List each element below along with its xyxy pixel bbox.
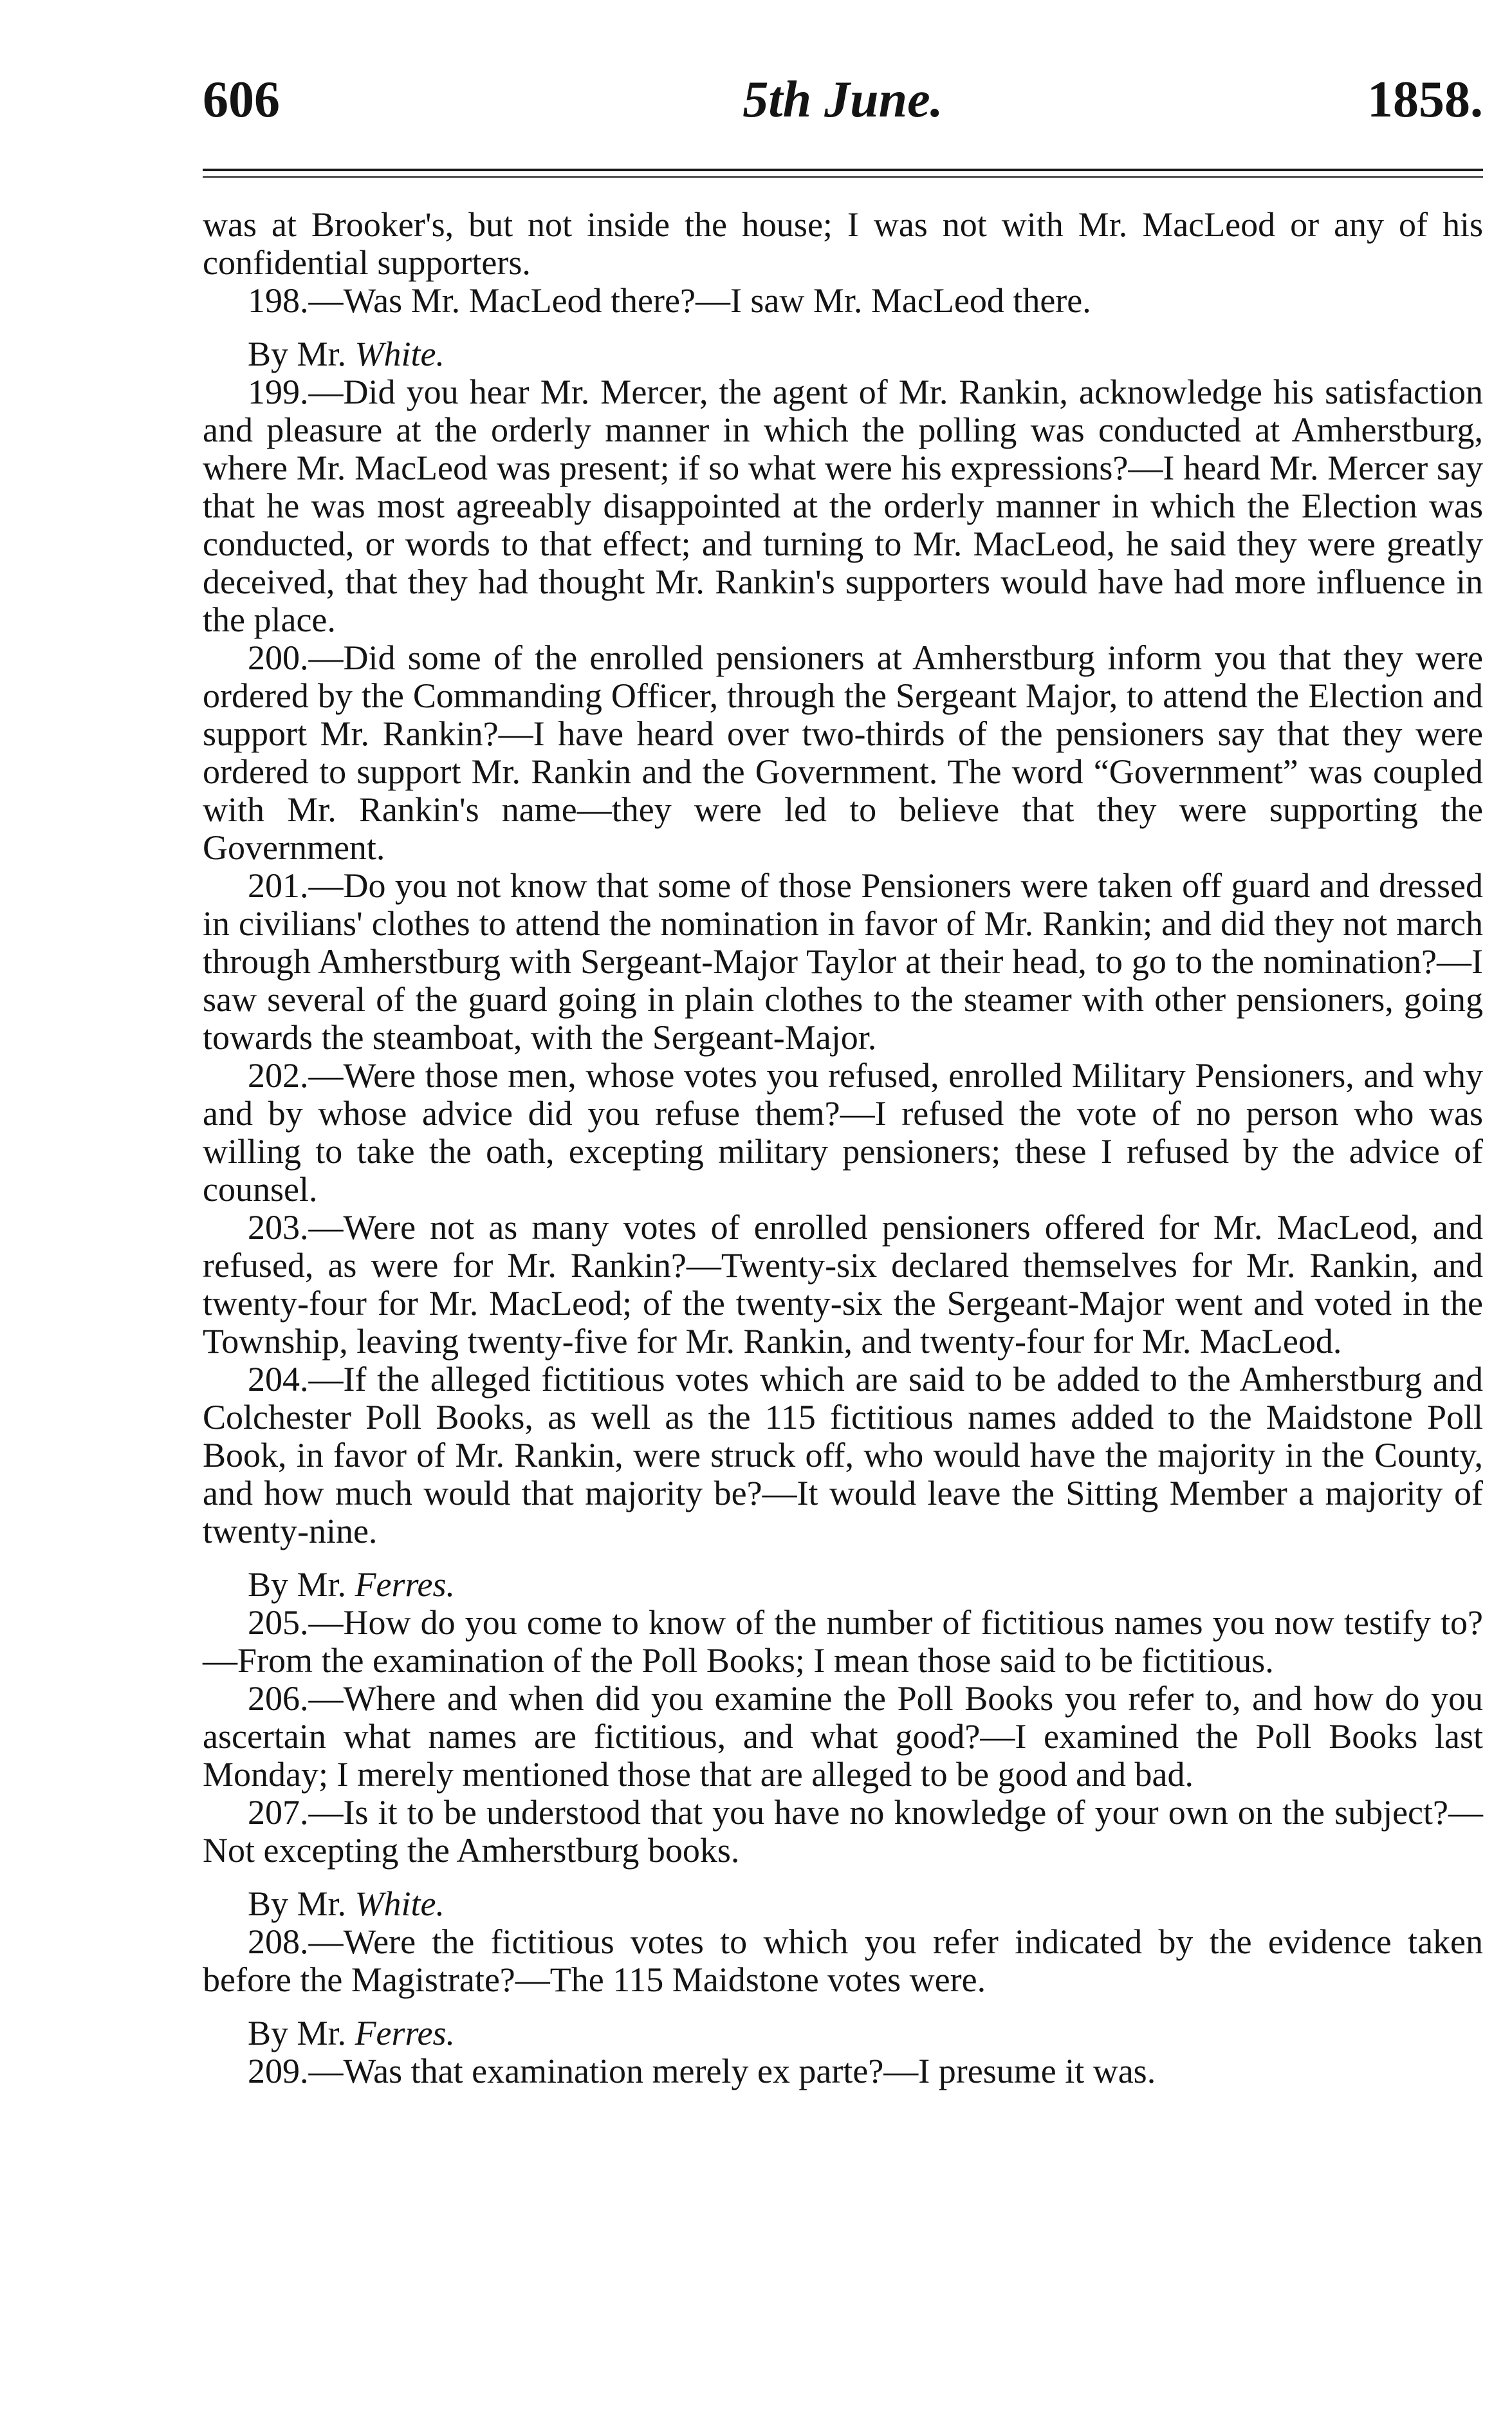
question-text: Is it to be understood that you have no knowledge of your own on the subject? [343,1793,1448,1832]
examiner-line [203,1885,1483,1923]
answer-text: I refused the vote of no person who was willing to take the oath, excepting military pensioners; these I refused by the advice of counsel. [203,1094,1483,1209]
question-200: 200.—Did some of the enrolled pensioners at Amherstburg inform you that they were ordered by the Commanding Officer, through the Sergeant Major, to attend the Election and support Mr. Rankin?—I have heard over two-thirds of the pensioners say that they were ordered to support Mr. Rankin and the Government. The word “Government” was coupled with Mr. Rankin's name—they were led to believe that they were supporting the Government. [203,638,1483,867]
answer-text: I have heard over two-thirds of the pensioners say that they were ordered to support Mr. Rankin and the Government. The word “Government” was coupled with Mr. Rankin's name—they were led to believe that they were supporting the Government. [203,714,1483,867]
header-rule-thin [203,176,1483,178]
examiner-name: Ferres. [355,2014,456,2052]
answer-text: From the examination of the Poll Books; I mean those said to be fictitious. [237,1641,1274,1680]
continuation-paragraph [203,206,1483,282]
question-text: If the alleged fictitious votes which are said to be added to the Amherstburg and Colchester Poll Books, as well as the 115 fictitious names added to the Maidstone Poll Book, in favor of Mr. Rankin, were struck off, who would have the majority in the County, and how much would that majority be? [203,1360,1483,1512]
question-text: Were the fictitious votes to which you refer indicated by the evidence taken before the Magistrate? [203,1922,1483,1999]
examiner-label: By Mr. [248,2014,355,2052]
question-number: 206. [248,1679,309,1718]
question-number: 202. [248,1056,309,1095]
answer-text: I presume it was. [918,2052,1156,2090]
question-number: 203. [248,1208,309,1247]
examiner-line [203,335,1483,373]
answer-text: I saw Mr. MacLeod there. [730,281,1091,320]
examiner-name: Ferres. [355,1565,456,1604]
question-number: 205. [248,1603,309,1642]
answer-text: The 115 Maidstone votes were. [549,1960,986,1999]
answer-text: I heard Mr. Mercer say that he was most agreeably disappointed at the orderly manner in which the Election was conducted, or words to that effect; and turning to Mr. MacLeod, he said they were greatly deceived, that they had thought Mr. Rankin's supporters would have had more influence in the place. [203,449,1483,639]
question-206: 206.—Where and when did you examine the Poll Books you refer to, and how do you ascertain what names are fictitious, and what good?—I examined the Poll Books last Monday; I merely mentioned those that are alleged to be good and bad. [203,1679,1483,1794]
question-text: Did you hear Mr. Mercer, the agent of Mr. Rankin, acknowledge his satisfaction and pleasure at the orderly manner in which the polling was conducted at Amherstburg, where Mr. MacLeod was present; if so what were his expressions? [203,373,1483,487]
question-text: Do you not know that some of those Pensioners were taken off guard and dressed in civilians' clothes to attend the nomination in favor of Mr. Rankin; and did they not march through Amherstburg with Sergeant-Major Taylor at their head, to go to the nomination? [203,866,1483,981]
page-year: 1858. [1367,71,1483,128]
answer-text: I saw several of the guard going in plain clothes to the steamer with other pensioners, going towards the steamboat, with the Sergeant-Major. [203,942,1483,1057]
answer-text: Not excepting the Amherstburg books. [203,1831,740,1870]
question-text: Did some of the enrolled pensioners at Amherstburg inform you that they were ordered by the Commanding Officer, through the Sergeant Major, to attend the Election and support Mr. Rankin? [203,638,1483,753]
question-text: Were those men, whose votes you refused, enrolled Military Pensioners, and why and by whose advice did you refuse them? [203,1056,1483,1133]
question-text: Was Mr. MacLeod there? [343,281,696,320]
header-rule-thick [203,169,1483,171]
question-number: 198. [248,281,309,320]
question-text: Was that examination merely ex parte? [343,2052,884,2090]
examiner-name: White. [355,335,445,373]
question-207: 207.—Is it to be understood that you have no knowledge of your own on the subject?—Not excepting the Amherstburg books. [203,1793,1483,1870]
question-202: 202.—Were those men, whose votes you refused, enrolled Military Pensioners, and why and by whose advice did you refuse them?—I refused the vote of no person who was willing to take the oath, excepting military pensioners; these I refused by the advice of counsel. [203,1056,1483,1209]
question-201: 201.—Do you not know that some of those Pensioners were taken off guard and dressed in civilians' clothes to attend the nomination in favor of Mr. Rankin; and did they not march through Amherstburg with Sergeant-Major Taylor at their head, to go to the nomination?—I saw several of the guard going in plain clothes to the steamer with other pensioners, going towards the steamboat, with the Sergeant-Major. [203,866,1483,1057]
continuation-text: was at Brooker's, but not inside the house; I was not with Mr. MacLeod or any of his confidential supporters. [203,205,1483,282]
examiner-label: By Mr. [248,335,355,373]
question-209: 209.—Was that examination merely ex parte?—I presume it was. [248,2052,1156,2090]
question-number: 207. [248,1793,309,1832]
examiner-label: By Mr. [248,1565,355,1604]
question-text: Were not as many votes of enrolled pensioners offered for Mr. MacLeod, and refused, as were for Mr. Rankin? [203,1208,1483,1285]
question-number: 201. [248,866,309,905]
question-204: 204.—If the alleged fictitious votes which are said to be added to the Amherstburg and Colchester Poll Books, as well as the 115 fictitious names added to the Maidstone Poll Book, in favor of Mr. Rankin, were struck off, who would have the majority in the County, and how much would that majority be?—It would leave the Sitting Member a majority of twenty-nine. [203,1360,1483,1550]
question-text: How do you come to know of the number of fictitious names you now testify to? [343,1603,1483,1642]
question-number: 204. [248,1360,309,1399]
question-198: 198.—Was Mr. MacLeod there?—I saw Mr. MacLeod there. [248,281,1091,320]
page-header [203,64,1483,135]
examiner-line [203,1566,1483,1604]
question-208: 208.—Were the fictitious votes to which you refer indicated by the evidence taken before the Magistrate?—The 115 Maidstone votes were. [203,1922,1483,1999]
page-number: 606 [203,71,280,128]
examiner-label: By Mr. [248,1884,355,1923]
question-205: 205.—How do you come to know of the number of fictitious names you now testify to?—From the examination of the Poll Books; I mean those said to be fictitious. [203,1603,1483,1680]
answer-text: It would leave the Sitting Member a majority of twenty-nine. [203,1474,1483,1550]
question-199: 199.—Did you hear Mr. Mercer, the agent of Mr. Rankin, acknowledge his satisfaction and pleasure at the orderly manner in which the polling was conducted at Amherstburg, where Mr. MacLeod was present; if so what were his expressions?—I heard Mr. Mercer say that he was most agreeably disappointed at the orderly manner in which the Election was conducted, or words to that effect; and turning to Mr. MacLeod, he said they were greatly deceived, that they had thought Mr. Rankin's supporters would have had more influence in the place. [203,373,1483,639]
testimony-body [203,206,1483,2090]
question-203: 203.—Were not as many votes of enrolled pensioners offered for Mr. MacLeod, and refused, as were for Mr. Rankin?—Twenty-six declared themselves for Mr. Rankin, and twenty-four for Mr. MacLeod; of the twenty-six the Sergeant-Major went and voted in the Township, leaving twenty-five for Mr. Rankin, and twenty-four for Mr. MacLeod. [203,1208,1483,1361]
page-date: 5th June. [742,71,943,128]
question-number: 199. [248,373,309,411]
question-number: 209. [248,2052,309,2090]
answer-text: Twenty-six declared themselves for Mr. Rankin, and twenty-four for Mr. MacLeod; of the twenty-six the Sergeant-Major went and voted in the Township, leaving twenty-five for Mr. Rankin, and twenty-four for Mr. MacLeod. [203,1246,1483,1361]
answer-text: I examined the Poll Books last Monday; I merely mentioned those that are alleged to be good and bad. [203,1717,1483,1794]
question-text: Where and when did you examine the Poll Books you refer to, and how do you ascertain what names are fictitious, and what good? [203,1679,1483,1756]
question-number: 200. [248,638,309,677]
examiner-line [203,2014,1483,2052]
examiner-name: White. [355,1884,445,1923]
question-number: 208. [248,1922,309,1961]
